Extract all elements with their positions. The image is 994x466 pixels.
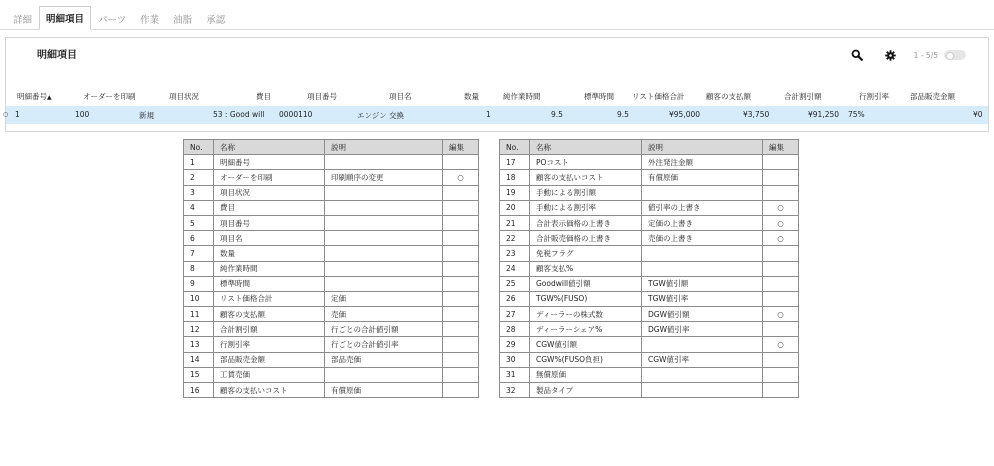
cell-no: 11 (184, 307, 214, 322)
cell-desc (325, 231, 443, 246)
cell-edit (763, 276, 799, 291)
cell-name: POコスト (530, 155, 642, 170)
col-item-name[interactable]: 項目名 (389, 92, 412, 101)
cell-desc (325, 261, 443, 276)
cell-name: ディーラーシェア% (530, 322, 642, 337)
table-row (500, 322, 799, 337)
row-selector-icon[interactable]: ○ (3, 111, 9, 118)
cell-no: 32 (500, 383, 530, 398)
header-edit: 編集 (763, 140, 799, 155)
cell-name: 顧客支払% (530, 261, 642, 276)
table-row (500, 291, 799, 306)
cell-name: 製品タイプ (530, 383, 642, 398)
cell-std-hours: 9.5 (617, 110, 629, 119)
cell-name: 合計販売価格の上書き (530, 231, 642, 246)
field-reference-table-left (183, 139, 479, 398)
cell-edit (443, 231, 479, 246)
table-row (500, 170, 799, 185)
cell-line-no: 1 (15, 110, 20, 119)
cell-name: 工賃売価 (214, 367, 325, 382)
table-row (184, 291, 479, 306)
cell-no: 16 (184, 383, 214, 398)
tab-fluids[interactable]: 油脂 (166, 6, 199, 30)
cell-name: 合計割引額 (214, 322, 325, 337)
cell-no: 8 (184, 261, 214, 276)
col-std-hours[interactable]: 標準時間 (584, 92, 614, 101)
table-row (500, 276, 799, 291)
cell-edit (443, 307, 479, 322)
cell-desc (642, 367, 763, 382)
cell-no: 9 (184, 276, 214, 291)
cell-no: 19 (500, 185, 530, 200)
cell-desc (642, 246, 763, 261)
cell-desc (642, 185, 763, 200)
cell-edit (443, 215, 479, 230)
cell-no: 10 (184, 291, 214, 306)
col-status[interactable]: 項目状況 (169, 92, 199, 101)
cell-edit (443, 291, 479, 306)
cell-net-hours: 9.5 (551, 110, 563, 119)
table-row (184, 170, 479, 185)
cell-status: 新規 (139, 111, 154, 120)
table-row (184, 322, 479, 337)
col-list-total[interactable]: リスト価格合計 (632, 92, 685, 101)
cell-desc: 定価 (325, 291, 443, 306)
cell-no: 5 (184, 215, 214, 230)
cell-edit (763, 185, 799, 200)
cell-parts-sales: ¥0 (973, 110, 983, 119)
cell-name: 項目番号 (214, 215, 325, 230)
table-row (184, 276, 479, 291)
header-no: No. (500, 140, 530, 155)
cell-edit (443, 185, 479, 200)
header-no: No. (184, 140, 214, 155)
table-row (184, 383, 479, 398)
col-line-no[interactable]: 明細番号▲ (17, 92, 52, 101)
cell-desc: 行ごとの合計値引額 (325, 322, 443, 337)
cell-edit: ○ (763, 337, 799, 352)
table-row (184, 307, 479, 322)
table-row (184, 337, 479, 352)
cell-no: 31 (500, 367, 530, 382)
panel-title: 明細項目 (37, 50, 77, 61)
cell-desc: 印刷順序の変更 (325, 170, 443, 185)
cell-no: 29 (500, 337, 530, 352)
cell-no: 12 (184, 322, 214, 337)
table-row (184, 367, 479, 382)
cell-no: 6 (184, 231, 214, 246)
cell-edit (443, 261, 479, 276)
cell-edit (443, 276, 479, 291)
cell-desc: TGW値引額 (642, 276, 763, 291)
cell-desc (642, 383, 763, 398)
table-row (500, 352, 799, 367)
table-row (500, 383, 799, 398)
cell-no: 2 (184, 170, 214, 185)
cell-edit: ○ (763, 200, 799, 215)
cell-name: 合計表示価格の上書き (530, 215, 642, 230)
cell-edit (763, 383, 799, 398)
table-row (500, 231, 799, 246)
table-row (500, 185, 799, 200)
col-total-discount[interactable]: 合計割引額 (784, 92, 822, 101)
cell-name: Goodwill値引額 (530, 276, 642, 291)
cell-desc: 売価 (325, 307, 443, 322)
sort-asc-icon: ▲ (47, 94, 52, 101)
cell-edit: ○ (763, 231, 799, 246)
cell-list-total: ¥95,000 (669, 110, 701, 119)
cell-desc: DGW値引率 (642, 322, 763, 337)
cell-edit: ○ (763, 215, 799, 230)
cell-edit (443, 200, 479, 215)
table-row (184, 185, 479, 200)
cell-desc: 有償原価 (642, 170, 763, 185)
cell-item-name: エンジン 交換 (357, 111, 405, 120)
toggle-switch[interactable] (944, 50, 966, 60)
panel-toolbar (850, 48, 966, 62)
cell-name: 標準時間 (214, 276, 325, 291)
cell-name: 顧客の支払いコスト (530, 170, 642, 185)
cell-desc: 値引率の上書き (642, 200, 763, 215)
col-qty[interactable]: 数量 (464, 92, 479, 101)
cell-desc (325, 276, 443, 291)
table-row (500, 337, 799, 352)
cell-no: 18 (500, 170, 530, 185)
col-parts-sales[interactable]: 部品販売金額 (910, 92, 955, 101)
col-net-hours[interactable]: 純作業時間 (503, 92, 541, 101)
cell-edit (443, 367, 479, 382)
cell-desc (325, 367, 443, 382)
table-row (184, 200, 479, 215)
cell-edit (763, 246, 799, 261)
cell-no: 26 (500, 291, 530, 306)
table-row (184, 246, 479, 261)
cell-desc (325, 200, 443, 215)
cell-desc (325, 185, 443, 200)
tab-line-items[interactable]: 明細項目 (39, 6, 91, 30)
cell-edit (443, 352, 479, 367)
table-row[interactable] (3, 106, 988, 124)
table-header-row (500, 140, 799, 155)
cell-edit (443, 246, 479, 261)
search-icon[interactable] (850, 48, 864, 62)
cell-name: リスト価格合計 (214, 291, 325, 306)
cell-edit (763, 155, 799, 170)
table-row (184, 352, 479, 367)
cell-edit (763, 170, 799, 185)
cell-name: CGW%(FUSO負担) (530, 352, 642, 367)
cell-no: 27 (500, 307, 530, 322)
cell-no: 4 (184, 200, 214, 215)
cell-desc: TGW値引率 (642, 291, 763, 306)
table-row (500, 215, 799, 230)
cell-name: 無償原価 (530, 367, 642, 382)
cell-no: 21 (500, 215, 530, 230)
grid-header (6, 88, 988, 104)
cell-edit (443, 322, 479, 337)
cell-desc (642, 261, 763, 276)
table-row (500, 155, 799, 170)
cell-cost: 53 : Good will (213, 110, 265, 119)
cell-edit (763, 352, 799, 367)
cell-desc: 売価の上書き (642, 231, 763, 246)
table-row (184, 215, 479, 230)
cell-desc (325, 155, 443, 170)
tab-divider (0, 29, 994, 30)
cell-no: 7 (184, 246, 214, 261)
cell-name: 数量 (214, 246, 325, 261)
col-item-no[interactable]: 項目番号 (307, 92, 337, 101)
cell-edit (763, 322, 799, 337)
header-edit: 編集 (443, 140, 479, 155)
cell-print-order: 100 (75, 110, 90, 119)
cell-desc: 定価の上書き (642, 215, 763, 230)
cell-edit: ○ (443, 170, 479, 185)
cell-edit (443, 383, 479, 398)
cell-no: 22 (500, 231, 530, 246)
tab-labor[interactable]: 作業 (133, 6, 166, 30)
cell-name: 明細番号 (214, 155, 325, 170)
cell-name: CGW値引額 (530, 337, 642, 352)
header-desc: 説明 (642, 140, 763, 155)
cell-no: 28 (500, 322, 530, 337)
cell-edit (763, 367, 799, 382)
table-row (184, 155, 479, 170)
cell-line-discount-rate: 75% (848, 110, 865, 119)
cell-name: 顧客の支払いコスト (214, 383, 325, 398)
col-line-discount-rate[interactable]: 行割引率 (859, 92, 889, 101)
cell-edit (443, 337, 479, 352)
header-desc: 説明 (325, 140, 443, 155)
cell-no: 14 (184, 352, 214, 367)
cell-no: 13 (184, 337, 214, 352)
table-row (500, 246, 799, 261)
cell-name: 免税フラグ (530, 246, 642, 261)
cell-item-no: 0000110 (279, 110, 313, 119)
cell-no: 1 (184, 155, 214, 170)
cell-name: 顧客の支払額 (214, 307, 325, 322)
table-row (500, 200, 799, 215)
cell-name: 項目名 (214, 231, 325, 246)
cell-name: オーダーを印刷 (214, 170, 325, 185)
line-items-panel (5, 37, 989, 132)
cell-no: 23 (500, 246, 530, 261)
table-row (184, 231, 479, 246)
cell-edit (763, 261, 799, 276)
col-print-order[interactable]: オーダーを印刷 (83, 92, 136, 101)
pager-count: 1 - 5/5 (913, 50, 938, 60)
cell-no: 17 (500, 155, 530, 170)
cell-name: 部品販売金額 (214, 352, 325, 367)
cell-edit (763, 291, 799, 306)
cell-desc (325, 215, 443, 230)
col-customer-pay[interactable]: 顧客の支払額 (706, 92, 751, 101)
cell-no: 30 (500, 352, 530, 367)
cell-name: 手動による割引額 (530, 185, 642, 200)
cell-name: 純作業時間 (214, 261, 325, 276)
cell-desc: 外注発注金額 (642, 155, 763, 170)
gear-icon[interactable] (884, 48, 898, 62)
cell-name: 行割引率 (214, 337, 325, 352)
header-name: 名称 (214, 140, 325, 155)
cell-edit (443, 155, 479, 170)
tab-details[interactable]: 詳細 (6, 6, 39, 30)
cell-edit: ○ (763, 307, 799, 322)
cell-name: ディーラーの株式数 (530, 307, 642, 322)
cell-name: TGW%(FUSO) (530, 291, 642, 306)
cell-name: 費目 (214, 200, 325, 215)
cell-desc (642, 337, 763, 352)
cell-no: 3 (184, 185, 214, 200)
table-row (500, 367, 799, 382)
field-reference-table-right (499, 139, 799, 398)
tab-bar (6, 6, 232, 30)
cell-desc (325, 246, 443, 261)
cell-no: 25 (500, 276, 530, 291)
cell-desc: 有償原価 (325, 383, 443, 398)
cell-no: 20 (500, 200, 530, 215)
cell-qty: 1 (486, 110, 491, 119)
table-row (184, 261, 479, 276)
cell-total-discount: ¥91,250 (808, 110, 840, 119)
cell-desc: 部品売価 (325, 352, 443, 367)
cell-desc: DGW値引額 (642, 307, 763, 322)
col-cost[interactable]: 費目 (256, 92, 271, 101)
cell-desc: 行ごとの合計値引率 (325, 337, 443, 352)
table-row (500, 307, 799, 322)
cell-customer-pay: ¥3,750 (743, 110, 770, 119)
cell-no: 15 (184, 367, 214, 382)
tab-parts[interactable]: パーツ (91, 6, 133, 30)
cell-no: 24 (500, 261, 530, 276)
header-name: 名称 (530, 140, 642, 155)
cell-name: 手動による割引率 (530, 200, 642, 215)
table-header-row (184, 140, 479, 155)
cell-name: 項目状況 (214, 185, 325, 200)
table-row (500, 261, 799, 276)
tab-approval[interactable]: 承認 (199, 6, 232, 30)
cell-desc: CGW値引率 (642, 352, 763, 367)
